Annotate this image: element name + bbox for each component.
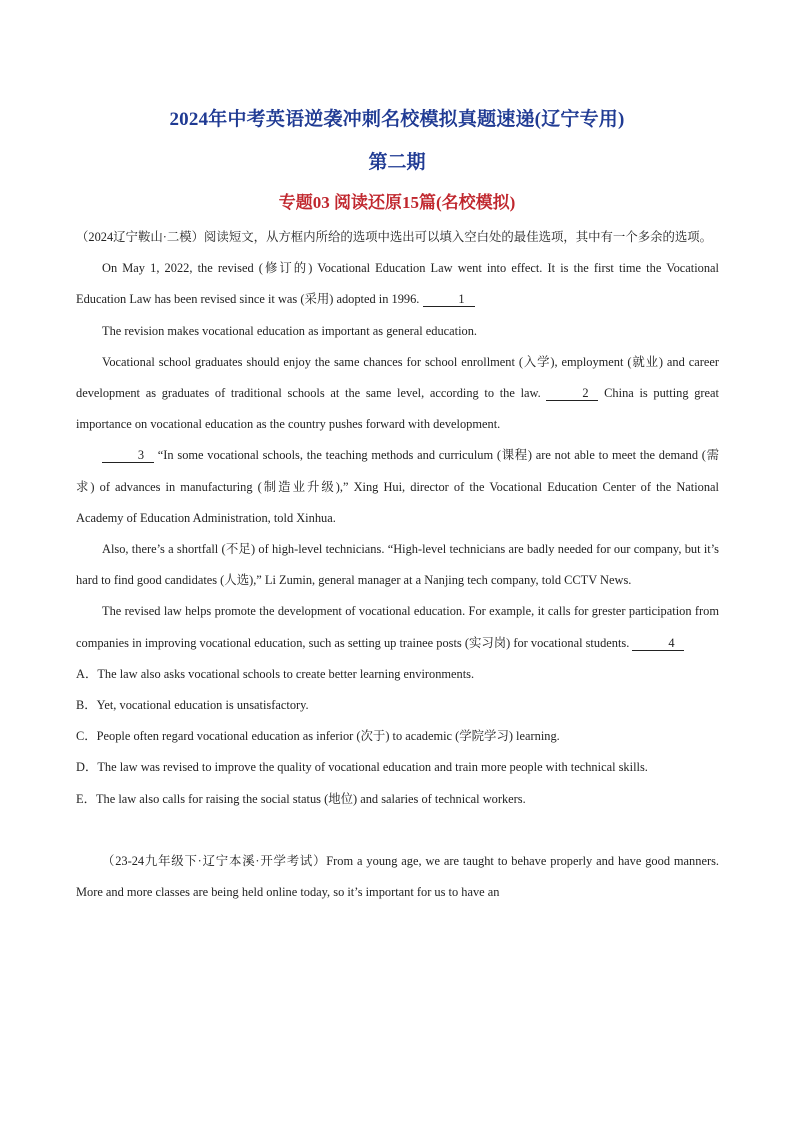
blank-1: 1 (423, 292, 475, 307)
issue-title: 第二期 (368, 152, 426, 173)
blank-3: 3 (102, 448, 154, 463)
topic-title: 专题03 阅读还原15篇(名校模拟) (278, 193, 516, 212)
blank-4: 4 (632, 636, 684, 651)
passage1-intro: （2024辽宁鞍山·二模）阅读短文，从方框内所给的选项中选出可以填入空白处的最佳选项，其中有一个多余的选项。 (76, 230, 713, 244)
option-a: A．The law also asks vocational schools to create better learning environments. (76, 666, 475, 681)
passage2-intro: （23-24九年级下·辽宁本溪·开学考试）From a young age, we are taught to behave properly and have good manners. More and more classes are being held online today, so it’s important for us to have an (76, 853, 719, 900)
option-e: E．The law also calls for raising the social status (地位) and salaries of technical workers. (76, 791, 526, 806)
option-c: C．People often regard vocational education as inferior (次于) to academic (学院学习) learning. (76, 729, 560, 744)
passage1-paragraph-1: On May 1, 2022, the revised (修订的) Vocational Education Law went into effect. It is the first time the Vocational Education Law has been revised since it was (采用) adopted in 1996. 1 (76, 261, 719, 307)
passage1-paragraph-5: Also, there’s a shortfall (不足) of high-level technicians. “High-level technicians are badly needed for our company, but it’s hard to find good candidates (人选),” Li Zumin, general manager at a Nanjing tech company, told CCTV News. (76, 542, 719, 588)
passage1-paragraph-3: Vocational school graduates should enjoy the same chances for school enrollment (入学), employment (就业) and career development as graduates of traditional schools at the same level, according to the law. 2 China is putting great importance on vocational education as the country pushes forward with development. (76, 354, 719, 432)
option-b: B．Yet, vocational education is unsatisfactory. (76, 698, 309, 713)
document-title: 2024年中考英语逆袭冲刺名校模拟真题速递(辽宁专用) (169, 109, 625, 130)
document-body (76, 222, 719, 908)
passage1-paragraph-4: 3 “In some vocational schools, the teaching methods and curriculum (课程) are not able to meet the demand (需求) of advances in manufacturing (制造业升级),” Xing Hui, director of the Vocational Education Center of the National Academy of Education Administration, told Xinhua. (76, 448, 719, 525)
section-gap (76, 815, 719, 846)
passage1-paragraph-2: The revision makes vocational education as important as general education. (102, 323, 478, 338)
passage1-paragraph-6: The revised law helps promote the development of vocational education. For example, it calls for grester participation from companies in improving vocational education, such as setting up trainee posts (实习岗) for vocational students. 4 (76, 604, 719, 650)
blank-2: 2 (546, 386, 598, 401)
option-d: D．The law was revised to improve the quality of vocational education and train more people with technical skills. (76, 760, 648, 775)
